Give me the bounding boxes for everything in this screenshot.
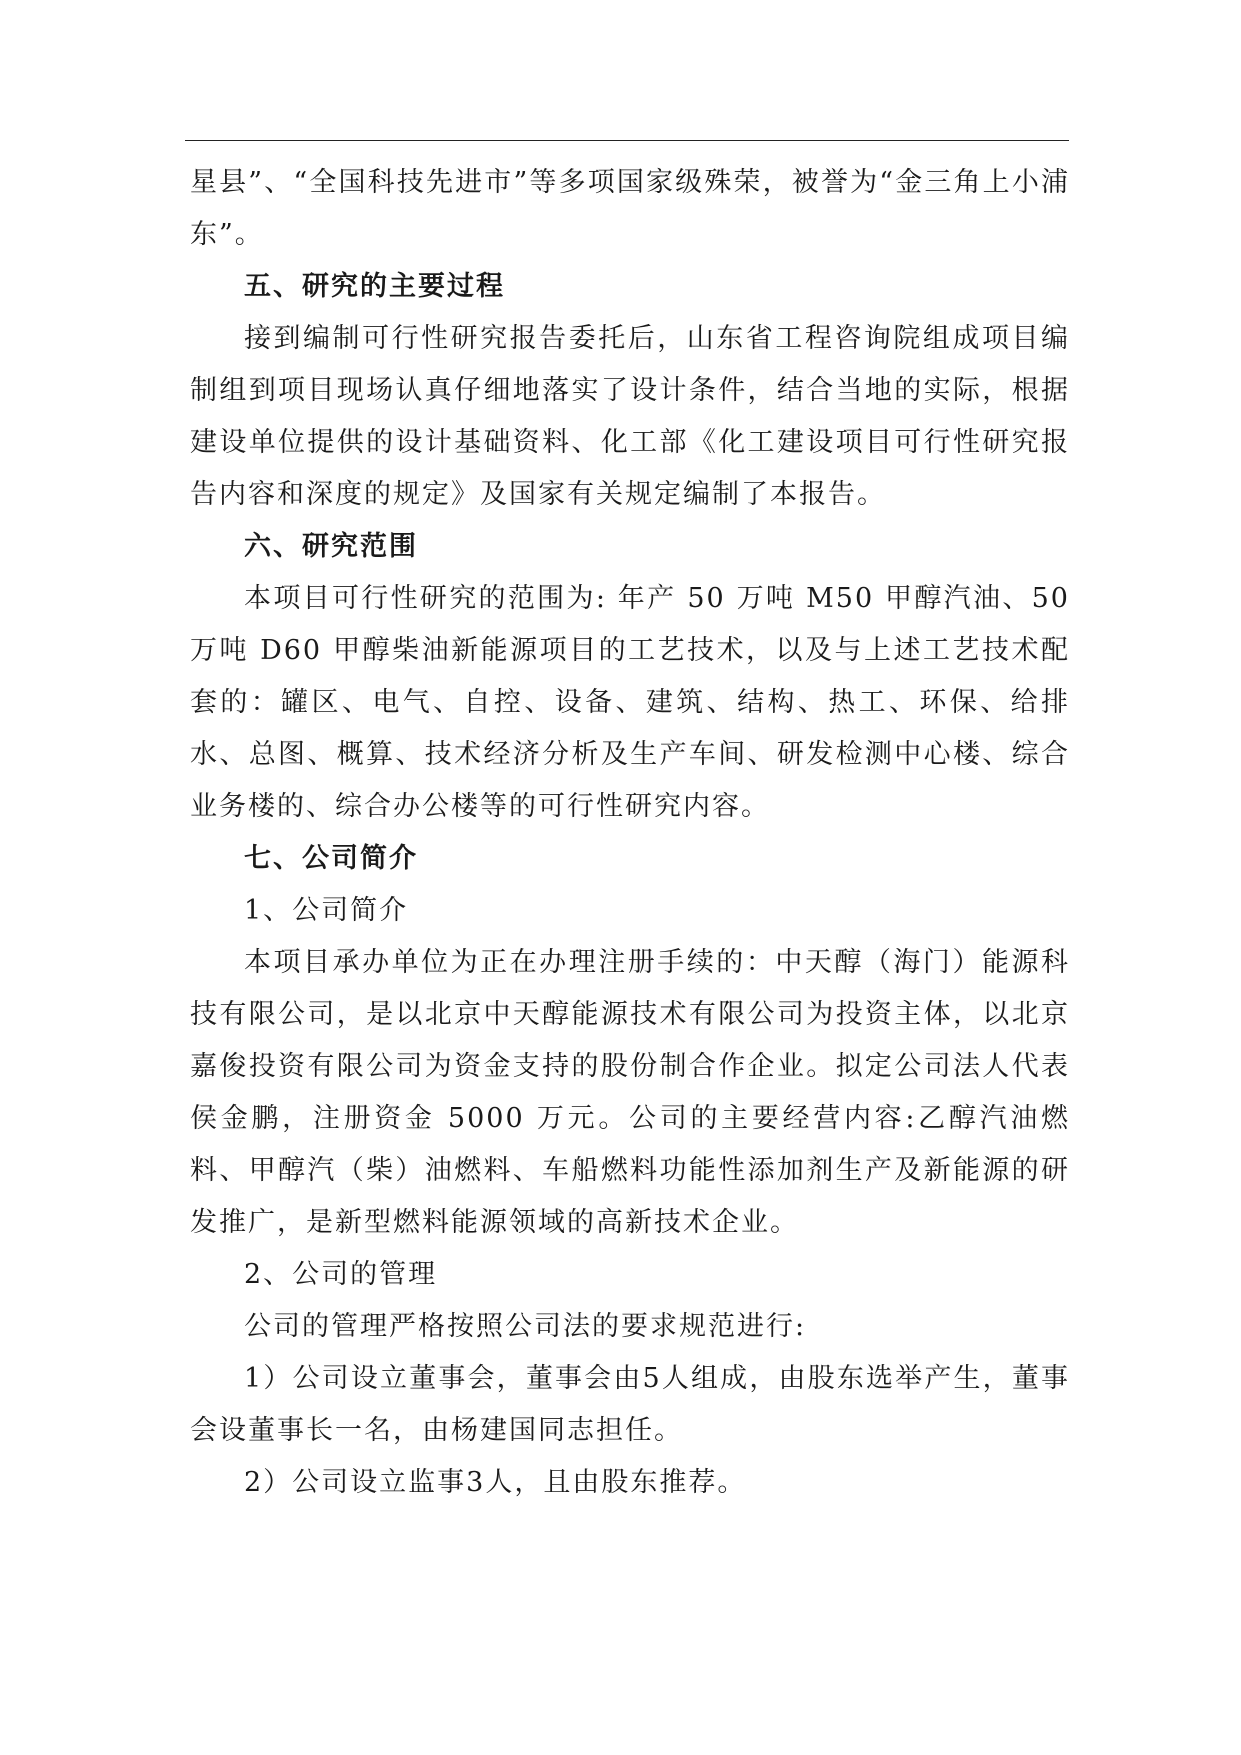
- header-rule: [185, 140, 1069, 141]
- paragraph: 本项目承办单位为正在办理注册手续的：中天醇（海门）能源科技有限公司，是以北京中天醇能源技术有限公司为投资主体，以北京嘉俊投资有限公司为资金支持的股份制合作企业。拟定公司法人代表侯金鹏，注册资金 5000 万元。公司的主要经营内容:乙醇汽油燃料、甲醇汽（柴）油燃料、车船燃料功能性添加剂生产及新能源的研发推广，是新型燃料能源领域的高新技术企业。: [190, 947, 1070, 1238]
- section-heading: 七、公司简介: [244, 843, 418, 874]
- section-heading: 五、研究的主要过程: [244, 271, 505, 302]
- section-heading: 六、研究范围: [244, 531, 418, 562]
- paragraph: 本项目可行性研究的范围为: 年产 50 万吨 M50 甲醇汽油、50 万吨 D60 甲醇柴油新能源项目的工艺技术，以及与上述工艺技术配套的：罐区、电气、自控、设备、建筑、结构、热工、环保、给排水、总图、概算、技术经济分析及生产车间、研发检测中心楼、综合业务楼的、综合办公楼等的可行性研究内容。: [190, 583, 1070, 822]
- list-item: 1）公司设立董事会，董事会由5人组成，由股东选举产生，董事会设董事长一名，由杨建国同志担任。: [190, 1363, 1070, 1446]
- list-item: 2）公司设立监事3人，且由股东推荐。: [244, 1467, 747, 1498]
- paragraph: 接到编制可行性研究报告委托后，山东省工程咨询院组成项目编制组到项目现场认真仔细地落实了设计条件，结合当地的实际，根据建设单位提供的设计基础资料、化工部《化工建设项目可行性研究报告内容和深度的规定》及国家有关规定编制了本报告。: [190, 323, 1070, 510]
- subsection-label: 1、公司简介: [244, 895, 409, 926]
- page-content: [190, 157, 1070, 1509]
- paragraph: 公司的管理严格按照公司法的要求规范进行:: [244, 1311, 807, 1342]
- subsection-label: 2、公司的管理: [244, 1259, 438, 1290]
- paragraph: 星县”、“全国科技先进市”等多项国家级殊荣，被誉为“金三角上小浦东”。: [190, 167, 1070, 250]
